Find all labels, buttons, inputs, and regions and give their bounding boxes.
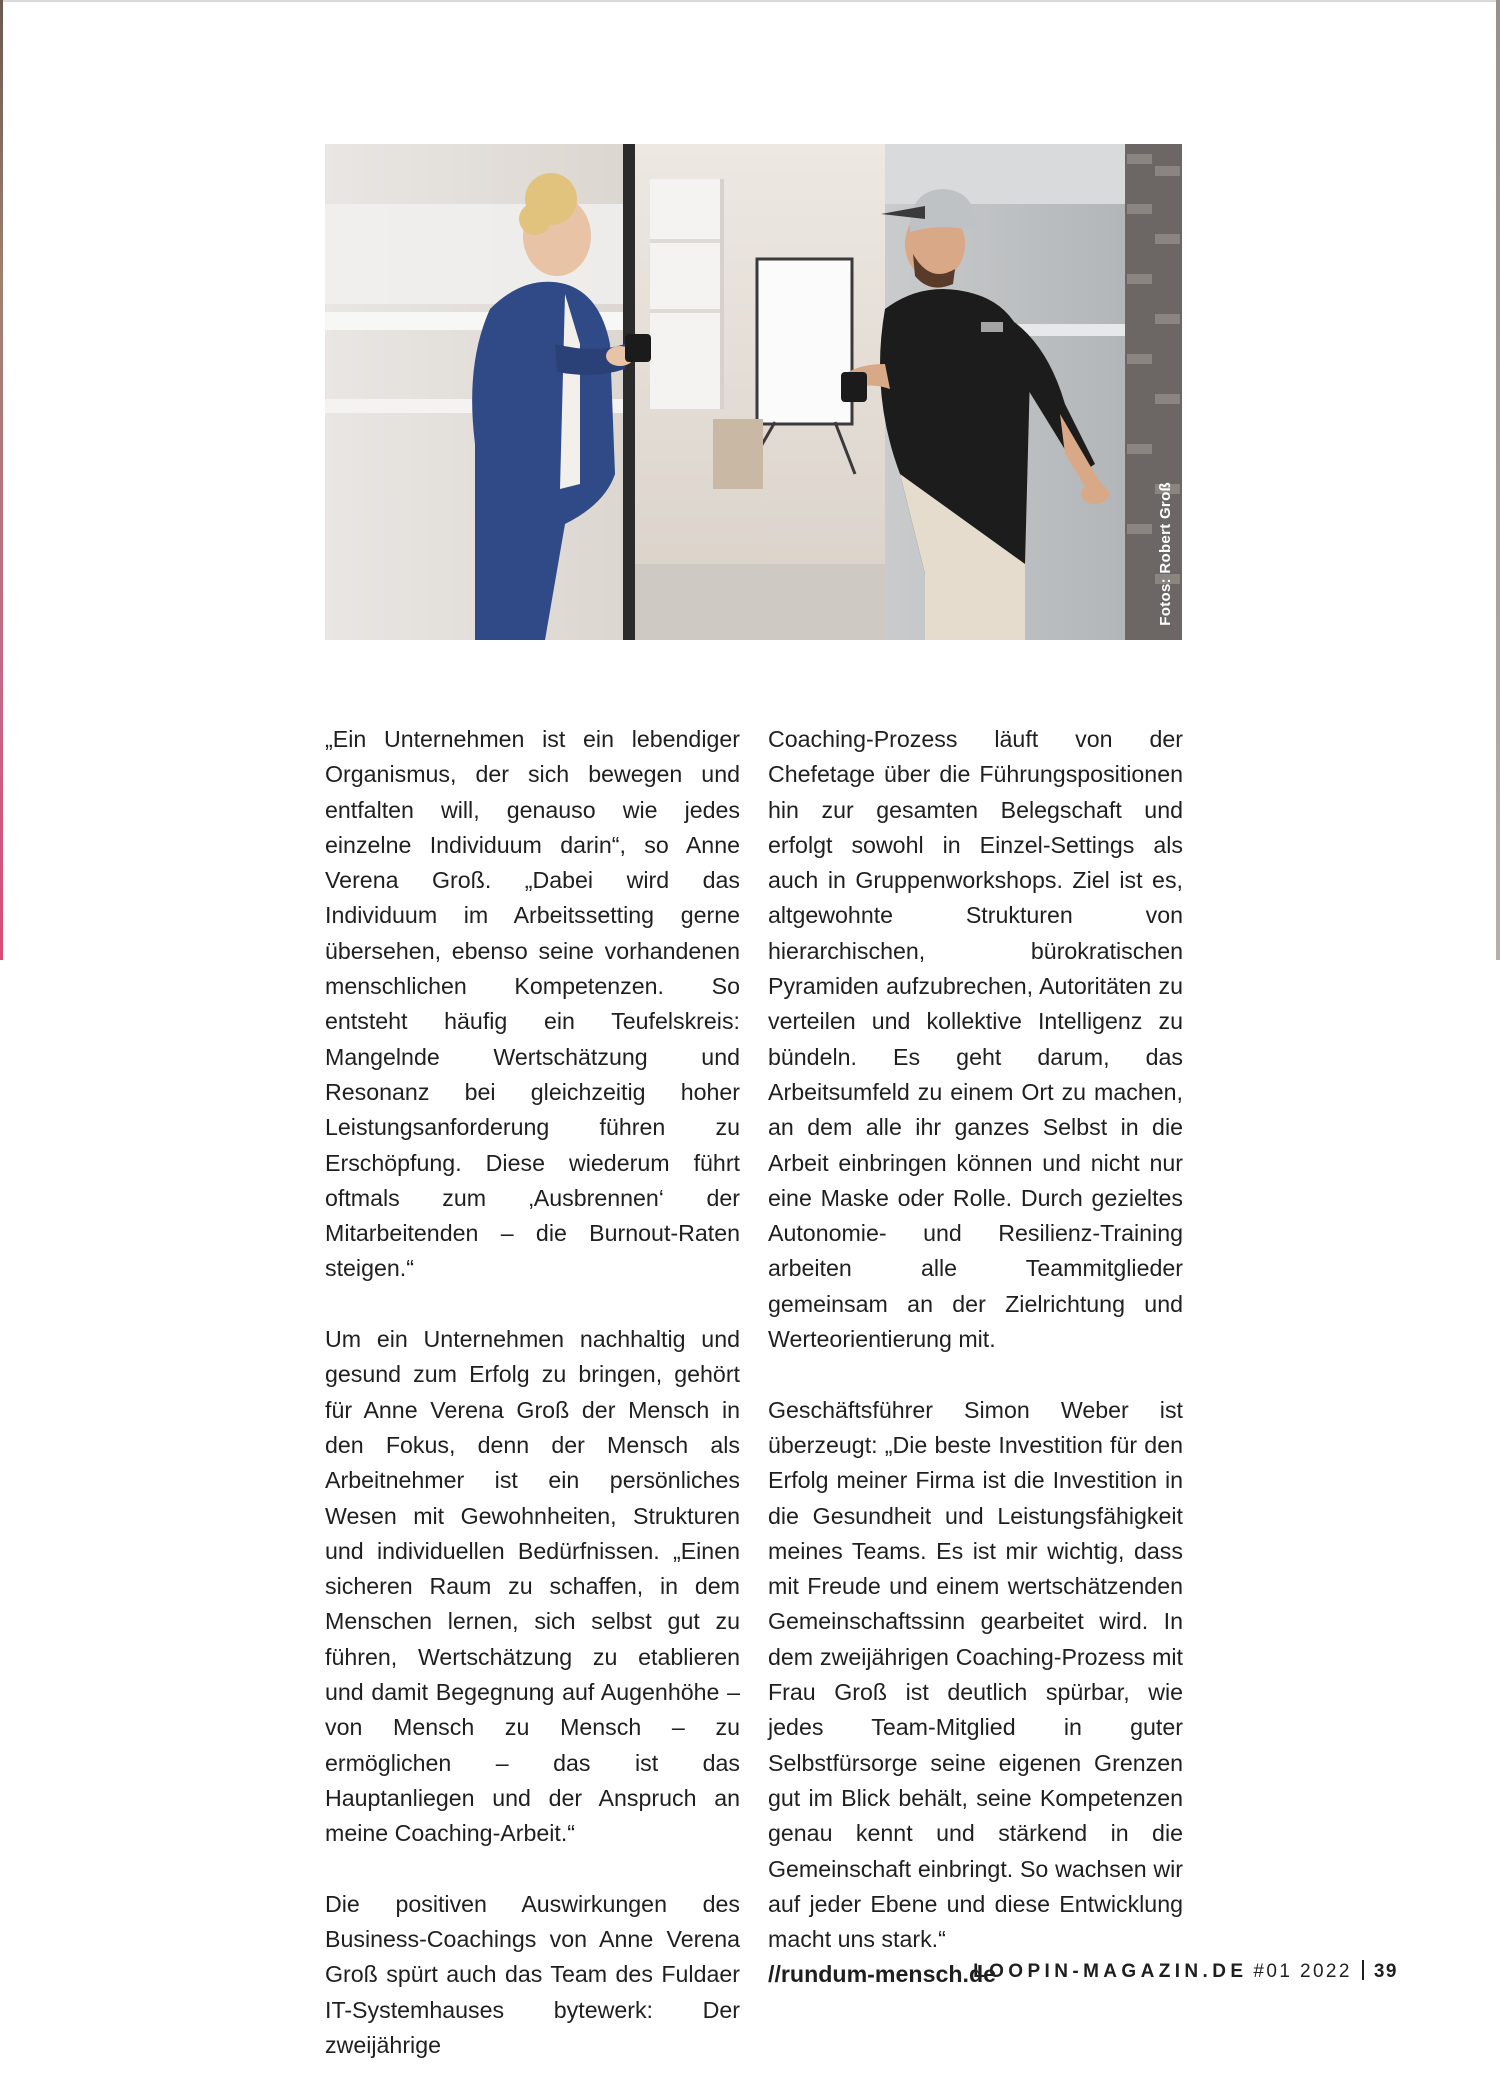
photo-credit: Fotos: Robert Groß [1157,482,1174,626]
previous-page-edge [0,0,3,960]
page-top-edge [0,0,1500,2]
article-paragraph: Die positiven Auswirkungen des Business-Coachings von Anne Verena Groß spürt auch das Team des Fuldaer IT-Systemhauses bytewerk: Der zweijährige [325,1890,740,2058]
next-page-edge [1496,0,1500,960]
article-paragraph: Coaching-Prozess läuft von der Chefetage über die Führungspositionen hin zur gesamten Belegschaft und erfolgt sowohl in Einzel-Settings als auch in Gruppenworkshops. Ziel ist es, altgewohnte Strukturen von hierarchischen, bürokratischen Pyramiden aufzubrechen, Autoritäten zu verteilen und kollektive Intelligenz zu bündeln. Es geht darum, das Arbeitsumfeld zu einem Ort zu machen, an dem alle ihr ganzes Selbst in die Arbeit einbringen können und nicht nur eine Maske oder Rolle. Durch gezieltes Autonomie- und Resilienz-Training arbeiten alle Teammitglieder gemeinsam an der Zielrichtung und Werteorientierung mit. [768,726,1183,1353]
article-paragraph: Geschäftsführer Simon Weber ist überzeugt: „Die beste Investition für den Erfolg meiner Firma ist die Investition in die Gesundheit und Leistungsfähigkeit meines Teams. Es ist mir wichtig, dass mit Freude und einem wertschätzenden Gemeinschaftssinn gearbeitet wird. In dem zweijährigen Coaching-Prozess mit Frau Groß ist deutlich spürbar, wie jedes Team-Mitglied in guter Selbstfürsorge seine eigenen Grenzen gut im Blick behält, seine Kompetenzen genau kennt und stärkend in die Gemeinschaft einbringt. So wachsen wir auf jeder Ebene und diese Entwicklung macht uns stark.“ [768,1396,1183,1953]
article-url-link[interactable]: //rundum-mensch.de [768,1961,997,1988]
article-paragraph: Um ein Unternehmen nachhaltig und gesund zum Erfolg zu bringen, gehört für Anne Verena Groß der Mensch in den Fokus, denn der Mensch als Arbeitnehmer ist ein persönliches Wesen mit Gewohnheiten, Strukturen und individuellen Bedürfnissen. „Einen sicheren Raum zu schaffen, in dem Menschen lernen, sich selbst gut zu führen, Wertschätzung zu etablieren und damit Begegnung auf Augenhöhe – von Mensch zu Mensch – zu ermöglichen – das ist das Hauptanliegen und der Anspruch an meine Coaching-Arbeit.“ [325,1326,740,1847]
article-photo [325,144,1182,640]
issue-number: #01 2022 [1253,1961,1352,1982]
article-column-left [325,722,740,2099]
page-footer [973,1960,1398,1983]
article-paragraph: „Ein Unternehmen ist ein lebendiger Organismus, der sich bewegen und entfalten will, genauso wie jedes einzelne Individuum darin“, so Anne Verena Groß. „Dabei wird das Individuum im Arbeitssetting gerne übersehen, ebenso seine vorhandenen menschlichen Kompetenzen. So entsteht häufig ein Teufelskreis: Mangelnde Wertschätzung und Resonanz bei gleichzeitig hoher Leistungsanforderung führen zu Erschöpfung. Diese wiederum führt oftmals zum ‚Ausbrennen‘ der Mitarbeitenden – die Burnout-Raten steigen.“ [325,726,740,1282]
footer-divider [1362,1960,1364,1980]
article-column-right [768,722,1183,1993]
photo-illustration [325,144,1182,640]
page-number: 39 [1373,1961,1398,1982]
magazine-site: LOOPIN-MAGAZIN.DE [973,1961,1248,1982]
